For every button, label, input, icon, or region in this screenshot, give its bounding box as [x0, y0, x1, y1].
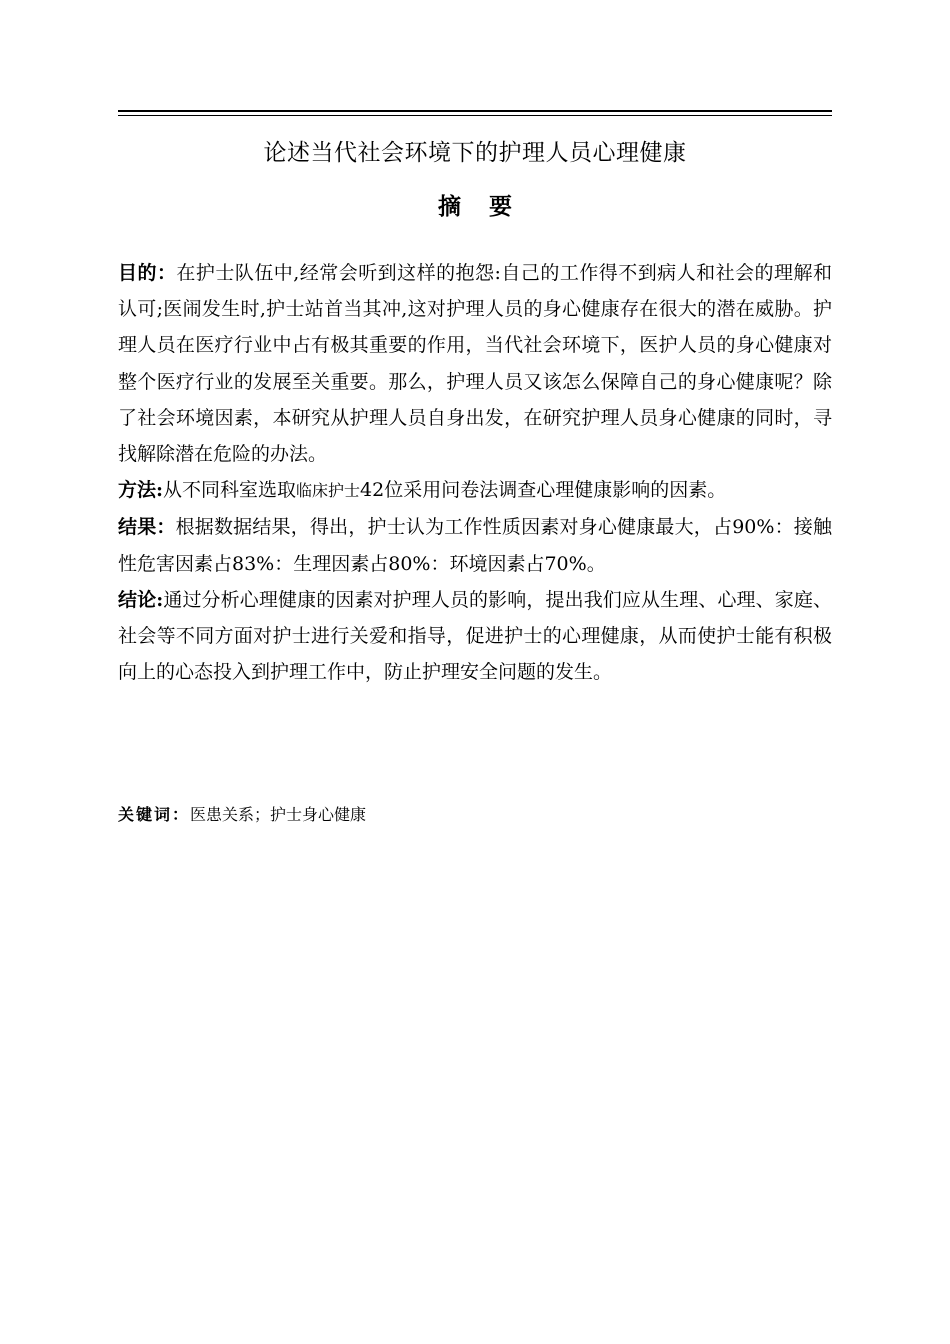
method-paragraph: [118, 472, 832, 509]
conclusion-label: 结论:: [118, 588, 164, 611]
keywords-text: 医患关系；护士身心健康: [190, 805, 367, 824]
method-text: 从不同科室选取: [163, 479, 297, 502]
result-label: 结果：: [118, 516, 176, 539]
header-rule-thick: [118, 110, 832, 112]
conclusion-text: 通过分析心理健康的因素对护理人员的影响，提出我们应从生理、心理、家庭、社会等不同方面对护士进行关爱和指导，促进护士的心理健康，从而使护士能有积极向上的心态投入到护理工作中，防止护理安全问题的发生。: [118, 588, 832, 684]
result-paragraph: [118, 509, 832, 581]
method-label: 方法:: [118, 479, 164, 502]
paper-title: 论述当代社会环境下的护理人员心理健康: [263, 140, 687, 166]
abstract-heading: [118, 187, 832, 227]
purpose-label: 目的：: [118, 262, 177, 284]
abstract-body: [118, 255, 832, 690]
keywords-line: [118, 801, 832, 829]
result-text: 根据数据结果，得出，护士认为工作性质因素对身心健康最大，占90%：接触性危害因素占83%：生理因素占80%：环境因素占70%。: [118, 516, 832, 575]
method-text-end: 42位采用问卷法调查心理健康影响的因素。: [360, 479, 727, 502]
conclusion-paragraph: [118, 582, 832, 691]
purpose-paragraph: [118, 255, 832, 472]
header-rule-thin: [118, 115, 832, 116]
purpose-text: 在护士队伍中,经常会听到这样的抱怨:自己的工作得不到病人和社会的理解和认可;医闹发生时,护士站首当其冲,这对护理人员的身心健康存在很大的潜在威胁。护理人员在医疗行业中占有极其重要的作用，当代社会环境下，医护人员的身心健康对整个医疗行业的发展至关重要。那么，护理人员又该怎么保障自己的身心健康呢？除了社会环境因素，本研究从护理人员自身出发，在研究护理人员身心健康的同时，寻找解除潜在危险的办法。: [118, 262, 832, 466]
method-text-small: 临床护士: [296, 481, 361, 501]
keywords-label: 关键词：: [118, 805, 191, 824]
abstract-heading-text: 摘要: [438, 193, 540, 220]
